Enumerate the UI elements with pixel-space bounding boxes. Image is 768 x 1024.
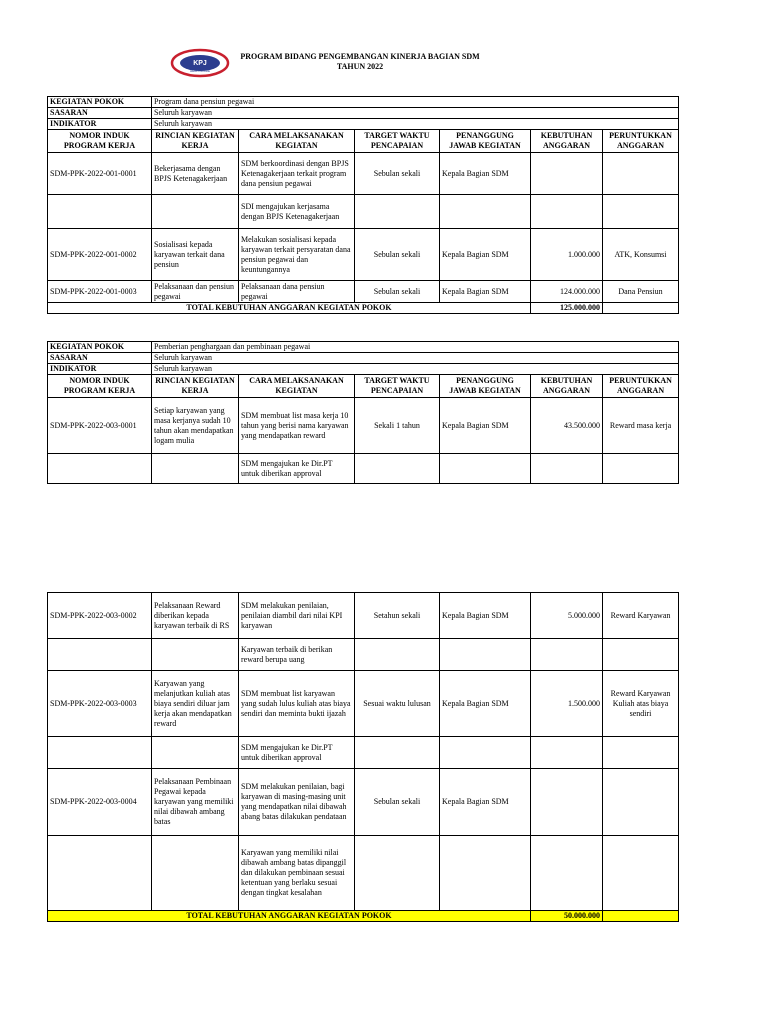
svg-text:HEALTHCARE: HEALTHCARE (190, 69, 210, 73)
kegiatan-pokok-value: Program dana pensiun pegawai (152, 97, 679, 108)
kebutuhan-anggaran: 1.500.000 (531, 671, 603, 737)
target-waktu: Sebulan sekali (355, 229, 440, 281)
program-code: SDM-PPK-2022-003-0002 (48, 593, 152, 639)
section1-table (47, 96, 679, 314)
table-row (48, 454, 679, 484)
kebutuhan-anggaran (531, 769, 603, 836)
program-code: SDM-PPK-2022-003-0004 (48, 769, 152, 836)
target-waktu (355, 639, 440, 671)
col-header: CARA MELAKSANAKAN KEGIATAN (239, 375, 355, 398)
rincian-kegiatan: Bekerjasama dengan BPJS Ketenagakerjaan (152, 153, 239, 195)
label-kegiatan-pokok: KEGIATAN POKOK (48, 342, 152, 353)
peruntukkan-anggaran (603, 737, 679, 769)
kebutuhan-anggaran: 43.500.000 (531, 398, 603, 454)
col-header: TARGET WAKTU PENCAPAIAN (355, 375, 440, 398)
col-header: PENANGGUNG JAWAB KEGIATAN (440, 375, 531, 398)
table-row (48, 398, 679, 454)
cara-melaksanakan: SDM mengajukan ke Dir.PT untuk diberikan approval (239, 737, 355, 769)
peruntukkan-anggaran: Reward masa kerja (603, 398, 679, 454)
program-code: SDM-PPK-2022-001-0002 (48, 229, 152, 281)
label-kegiatan-pokok: KEGIATAN POKOK (48, 97, 152, 108)
target-waktu: Sebulan sekali (355, 281, 440, 303)
kebutuhan-anggaran (531, 195, 603, 229)
total-row (48, 911, 679, 922)
target-waktu: Sekali 1 tahun (355, 398, 440, 454)
col-header: PENANGGUNG JAWAB KEGIATAN (440, 130, 531, 153)
kebutuhan-anggaran (531, 836, 603, 911)
table-row (48, 836, 679, 911)
document-title: PROGRAM BIDANG PENGEMBANGAN KINERJA BAGIAN SDM (240, 52, 480, 61)
penanggung-jawab: Kepala Bagian SDM (440, 769, 531, 836)
program-code: SDM-PPK-2022-003-0003 (48, 671, 152, 737)
penanggung-jawab (440, 836, 531, 911)
rincian-kegiatan (152, 454, 239, 484)
peruntukkan-anggaran (603, 153, 679, 195)
penanggung-jawab (440, 195, 531, 229)
penanggung-jawab: Kepala Bagian SDM (440, 398, 531, 454)
col-header: PERUNTUKKAN ANGGARAN (603, 375, 679, 398)
rincian-kegiatan: Setiap karyawan yang masa kerjanya sudah 10 tahun akan mendapatkan logam mulia (152, 398, 239, 454)
cara-melaksanakan: Melakukan sosialisasi kepada karyawan terkait persyaratan dana pensiun pegawai dan keuntungannya (239, 229, 355, 281)
section3-table (47, 592, 679, 922)
peruntukkan-anggaran (603, 195, 679, 229)
kebutuhan-anggaran (531, 153, 603, 195)
table-row (48, 671, 679, 737)
peruntukkan-anggaran: ATK, Konsumsi (603, 229, 679, 281)
table-row (48, 593, 679, 639)
total-value: 125.000.000 (531, 303, 603, 314)
program-code: SDM-PPK-2022-001-0003 (48, 281, 152, 303)
peruntukkan-anggaran (603, 836, 679, 911)
col-header: CARA MELAKSANAKAN KEGIATAN (239, 130, 355, 153)
target-waktu: Sebulan sekali (355, 769, 440, 836)
rincian-kegiatan (152, 195, 239, 229)
kebutuhan-anggaran: 124.000.000 (531, 281, 603, 303)
target-waktu (355, 454, 440, 484)
penanggung-jawab: Kepala Bagian SDM (440, 281, 531, 303)
rincian-kegiatan: Karyawan yang melanjutkan kuliah atas biaya sendiri diluar jam kerja akan mendapatkan reward (152, 671, 239, 737)
sasaran-value: Seluruh karyawan (152, 353, 679, 364)
section2-table (47, 341, 679, 484)
peruntukkan-anggaran: Reward Karyawan Kuliah atas biaya sendiri (603, 671, 679, 737)
cara-melaksanakan: SDM mengajukan ke Dir.PT untuk diberikan approval (239, 454, 355, 484)
col-header: TARGET WAKTU PENCAPAIAN (355, 130, 440, 153)
table-row (48, 229, 679, 281)
kebutuhan-anggaran (531, 737, 603, 769)
col-header: RINCIAN KEGIATAN KERJA (152, 375, 239, 398)
program-code (48, 454, 152, 484)
rincian-kegiatan: Pelaksanaan Reward diberikan kepada karyawan terbaik di RS (152, 593, 239, 639)
target-waktu: Setahun sekali (355, 593, 440, 639)
table-row (48, 769, 679, 836)
col-header: NOMOR INDUK PROGRAM KERJA (48, 130, 152, 153)
label-indikator: INDIKATOR (48, 364, 152, 375)
col-header: KEBUTUHAN ANGGARAN (531, 375, 603, 398)
cara-melaksanakan: Pelaksanaan dana pensiun pegawai (239, 281, 355, 303)
penanggung-jawab: Kepala Bagian SDM (440, 671, 531, 737)
table-row (48, 281, 679, 303)
cara-melaksanakan: SDM melakukan penilaian, penilaian diambil dari nilai KPI karyawan (239, 593, 355, 639)
kegiatan-pokok-value: Pemberian penghargaan dan pembinaan pegawai (152, 342, 679, 353)
total-label: TOTAL KEBUTUHAN ANGGARAN KEGIATAN POKOK (48, 911, 531, 922)
cara-melaksanakan: SDM berkoordinasi dengan BPJS Ketenagakerjaan terkait program dana pensiun pegawai (239, 153, 355, 195)
program-code: SDM-PPK-2022-003-0001 (48, 398, 152, 454)
peruntukkan-anggaran (603, 454, 679, 484)
program-code (48, 639, 152, 671)
label-indikator: INDIKATOR (48, 119, 152, 130)
cara-melaksanakan: SDM membuat list karyawan yang sudah lulus kuliah atas biaya sendiri dan meminta bukti ijazah (239, 671, 355, 737)
penanggung-jawab (440, 639, 531, 671)
table-row (48, 737, 679, 769)
kebutuhan-anggaran: 1.000.000 (531, 229, 603, 281)
col-header: KEBUTUHAN ANGGARAN (531, 130, 603, 153)
kebutuhan-anggaran: 5.000.000 (531, 593, 603, 639)
peruntukkan-anggaran: Reward Karyawan (603, 593, 679, 639)
cara-melaksanakan: Karyawan yang memiliki nilai dibawah ambang batas dipanggil dan dilakukan pembinaan sesuai ketentuan yang berlaku sesuai dengan tingkat kesalahan (239, 836, 355, 911)
peruntukkan-anggaran: Dana Pensiun (603, 281, 679, 303)
penanggung-jawab: Kepala Bagian SDM (440, 153, 531, 195)
rincian-kegiatan (152, 737, 239, 769)
rincian-kegiatan (152, 836, 239, 911)
total-label: TOTAL KEBUTUHAN ANGGARAN KEGIATAN POKOK (48, 303, 531, 314)
table-row (48, 639, 679, 671)
target-waktu (355, 195, 440, 229)
total-row (48, 303, 679, 314)
penanggung-jawab: Kepala Bagian SDM (440, 593, 531, 639)
penanggung-jawab (440, 454, 531, 484)
col-header: NOMOR INDUK PROGRAM KERJA (48, 375, 152, 398)
indikator-value: Seluruh karyawan (152, 364, 679, 375)
cara-melaksanakan: Karyawan terbaik di berikan reward berupa uang (239, 639, 355, 671)
program-code (48, 836, 152, 911)
indikator-value: Seluruh karyawan (152, 119, 679, 130)
total-value: 50.000.000 (531, 911, 603, 922)
program-code (48, 737, 152, 769)
penanggung-jawab: Kepala Bagian SDM (440, 229, 531, 281)
table-row (48, 153, 679, 195)
cara-melaksanakan: SDI mengajukan kerjasama dengan BPJS Ketenagakerjaan (239, 195, 355, 229)
label-sasaran: SASARAN (48, 353, 152, 364)
peruntukkan-anggaran (603, 769, 679, 836)
document-year: TAHUN 2022 (336, 62, 384, 71)
rincian-kegiatan: Sosialisasi kepada karyawan terkait dana pensiun (152, 229, 239, 281)
table-row (48, 195, 679, 229)
target-waktu (355, 836, 440, 911)
rincian-kegiatan (152, 639, 239, 671)
program-code (48, 195, 152, 229)
col-header: RINCIAN KEGIATAN KERJA (152, 130, 239, 153)
svg-text:KPJ: KPJ (193, 60, 207, 67)
kebutuhan-anggaran (531, 454, 603, 484)
label-sasaran: SASARAN (48, 108, 152, 119)
col-header: PERUNTUKKAN ANGGARAN (603, 130, 679, 153)
target-waktu: Sesuai waktu lulusan (355, 671, 440, 737)
sasaran-value: Seluruh karyawan (152, 108, 679, 119)
cara-melaksanakan: SDM membuat list masa kerja 10 tahun yang berisi nama karyawan yang mendapatkan reward (239, 398, 355, 454)
target-waktu (355, 737, 440, 769)
kebutuhan-anggaran (531, 639, 603, 671)
rincian-kegiatan: Pelaksanaan Pembinaan Pegawai kepada karyawan yang memiliki nilai dibawah ambang batas (152, 769, 239, 836)
cara-melaksanakan: SDM melakukan penilaian, bagi karyawan di masing-masing unit yang mendapatkan nilai dibawah abang batas dilakukan pendataan (239, 769, 355, 836)
rincian-kegiatan: Pelaksanaan dan pensiun pegawai (152, 281, 239, 303)
program-code: SDM-PPK-2022-001-0001 (48, 153, 152, 195)
penanggung-jawab (440, 737, 531, 769)
peruntukkan-anggaran (603, 639, 679, 671)
target-waktu: Sebulan sekali (355, 153, 440, 195)
